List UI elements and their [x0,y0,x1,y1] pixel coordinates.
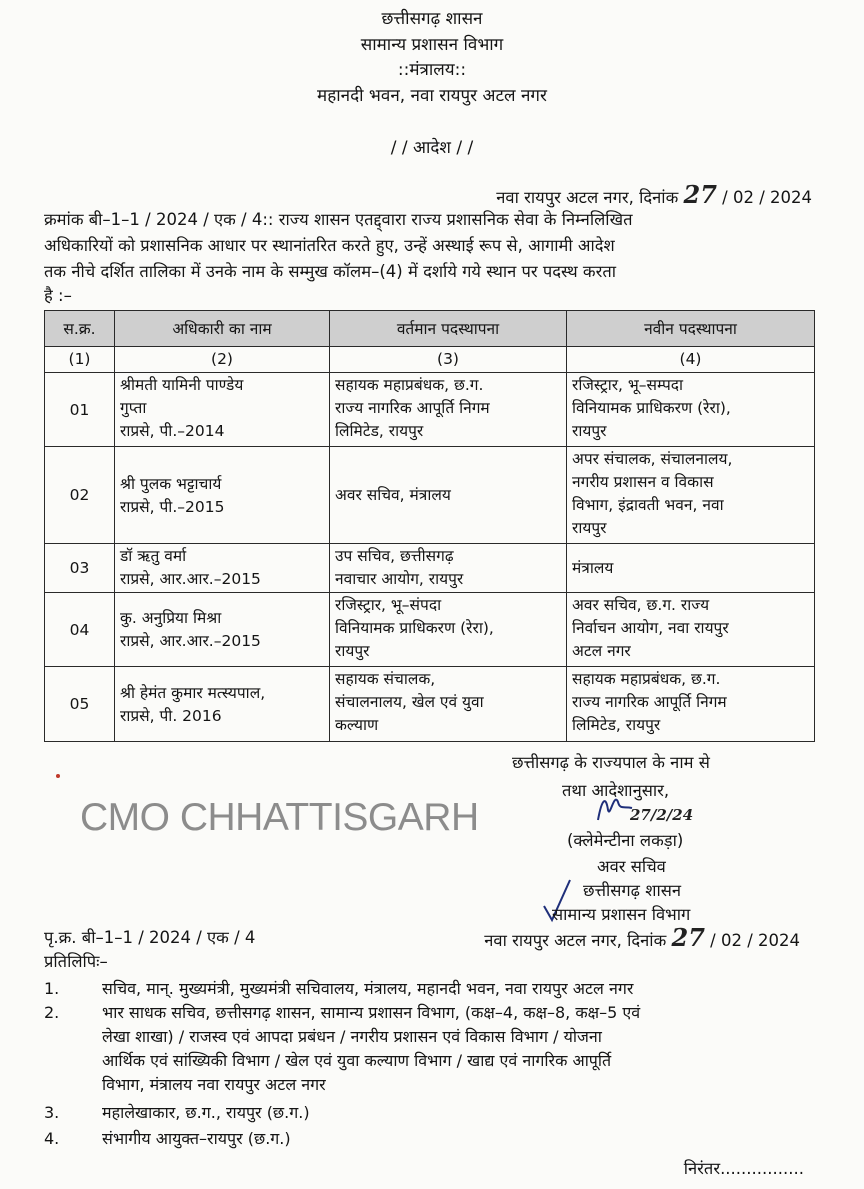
copy-item-number: 4. [44,1129,60,1148]
index-cell: (1) [45,347,115,373]
copy-item-number: 3. [44,1103,60,1122]
cell-line: मंत्रालय [572,559,614,577]
copy-item-number: 2. [44,1003,60,1022]
cell-line: कल्याण [335,716,379,734]
cell-line: रजिस्ट्रार, भू–सम्पदा [572,376,684,394]
signatory-name: (क्लेमेन्टीना लकड़ा) [567,831,684,850]
serial-cell: 02 [45,447,115,544]
date-rest: / 02 / 2024 [722,188,812,207]
column-header-current-posting: वर्तमान पदस्थापना [330,311,567,347]
current-posting-cell [330,544,567,593]
cell-line: रजिस्ट्रार, भू–संपदा [335,596,442,614]
cell-line: राप्रसे, पी.–2015 [120,497,225,516]
endorsement-date [484,923,800,952]
current-posting-cell [330,593,567,667]
officer-name-cell [115,447,330,544]
officer-name-cell [115,544,330,593]
watermark: CMO CHHATTISGARH [80,796,479,839]
cell-line: निर्वाचन आयोग, नवा रायपुर [572,619,729,637]
copy-item-text: महालेखाकार, छ.ग., रायपुर (छ.ग.) [102,1103,310,1122]
column-header-new-posting: नवीन पदस्थापना [567,311,815,347]
cell-line: रायपुर [335,642,370,660]
copy-item-number: 1. [44,979,60,998]
copy-item-text: विभाग, मंत्रालय नवा रायपुर अटल नगर [102,1075,326,1094]
date-prefix: नवा रायपुर अटल नगर, दिनांक [484,931,667,950]
cell-line: डॉ ऋतु वर्मा [120,547,187,565]
copy-item-text: लेखा शाखा) / राजस्व एवं आपदा प्रबंधन / नगरीय प्रशासन एवं विकास विभाग / योजना [102,1027,602,1046]
copy-item [44,1101,814,1125]
transfer-table [44,310,815,742]
cell-line: राज्य नागरिक आपूर्ति निगम [335,399,490,417]
new-posting-cell [567,544,815,593]
column-header-officer-name: अधिकारी का नाम [115,311,330,347]
cell-line: राज्य नागरिक आपूर्ति निगम [572,693,727,711]
cell-line: संचालनालय, खेल एवं युवा [335,693,484,711]
date-day-handwritten: 27 [671,923,705,952]
serial-cell: 05 [45,667,115,742]
header-government: छत्तीसगढ़ शासन [381,9,483,29]
continued-note: निरंतर................ [683,1159,804,1178]
table-row [45,544,815,593]
cell-line: सहायक संचालक, [335,670,436,688]
order-title: / / आदेश / / [390,138,474,158]
copy-heading: प्रतिलिपिः– [44,952,108,971]
date-rest: / 02 / 2024 [710,931,800,950]
officer-name-cell [115,667,330,742]
cell-line: श्री हेमंत कुमार मत्स्यपाल, [120,683,266,702]
new-posting-cell [567,447,815,544]
signature-line-order: तथा आदेशानुसार, [562,781,670,800]
current-posting-cell [330,667,567,742]
current-posting-cell [330,447,567,544]
endorsement-ref: पृ.क्र. बी–1–1 / 2024 / एक / 4 [44,928,256,947]
signatory-org: छत्तीसगढ़ शासन [583,881,682,900]
index-cell: (2) [115,347,330,373]
table-row [45,447,815,544]
header-department: सामान्य प्रशासन विभाग [360,35,504,55]
order-body-line-2: अधिकारियों को प्रशासनिक आधार पर स्थानांतरित करते हुए, उन्हें अस्थाई रूप से, आगामी आदेश [44,236,615,255]
copy-item [44,977,814,1001]
ink-dot [56,774,60,778]
officer-name-cell [115,373,330,447]
copy-item-text: सचिव, मान्. मुख्यमंत्री, मुख्यमंत्री सचिवालय, मंत्रालय, महानदी भवन, नवा रायपुर अटल नगर [102,979,634,998]
cell-line: नगरीय प्रशासन व विकास [572,473,714,491]
cell-line: उप सचिव, छत्तीसगढ़ [335,547,454,565]
cell-line: विनियामक प्राधिकरण (रेरा), [335,619,494,637]
copy-item [44,1127,814,1151]
date-day-handwritten: 27 [683,180,717,209]
table-row [45,667,815,742]
new-posting-cell [567,373,815,447]
new-posting-cell [567,593,815,667]
cell-line: लिमिटेड, रायपुर [572,716,661,734]
new-posting-cell [567,667,815,742]
cell-line: सहायक महाप्रबंधक, छ.ग. [335,376,484,394]
cell-line: विभाग, इंद्रावती भवन, नवा [572,496,724,514]
table-row [45,593,815,667]
cell-line: विनियामक प्राधिकरण (रेरा), [572,399,731,417]
cell-line: राप्रसे, आर.आर.–2015 [120,632,261,650]
cell-line: रायपुर [572,519,607,537]
cell-line: सहायक महाप्रबंधक, छ.ग. [572,670,721,688]
header-ministry: ::मंत्रालय:: [397,60,467,80]
cell-line: अवर सचिव, छ.ग. राज्य [572,596,710,614]
cell-line: रायपुर [572,422,607,440]
table-row [45,373,815,447]
order-body-line-1: क्रमांक बी–1–1 / 2024 / एक / 4:: राज्य शासन एतद्द्वारा राज्य प्रशासनिक सेवा के निम्नलिखित [44,210,633,229]
date-prefix: नवा रायपुर अटल नगर, दिनांक [496,188,679,207]
cell-line: श्री पुलक भट्टाचार्य [120,474,222,493]
cell-line: राप्रसे, पी. 2016 [120,706,222,725]
serial-cell: 01 [45,373,115,447]
order-body-line-4: है :– [44,286,72,305]
cell-line: अटल नगर [572,642,631,660]
serial-cell: 04 [45,593,115,667]
order-date [496,180,812,209]
serial-cell: 03 [45,544,115,593]
copy-item-text: भार साधक सचिव, छत्तीसगढ़ शासन, सामान्य प्रशासन विभाग, (कक्ष–4, कक्ष–8, कक्ष–5 एवं [102,1003,641,1022]
order-body-line-3: तक नीचे दर्शित तालिका में उनके नाम के सम्मुख कॉलम–(4) में दर्शाये गये स्थान पर पदस्थ करता [44,262,617,281]
copy-item-text: आर्थिक एवं सांख्यिकी विभाग / खेल एवं युवा कल्याण विभाग / खाद्य एवं नागरिक आपूर्ति [102,1051,612,1070]
cell-line: राप्रसे, आर.आर.–2015 [120,570,261,588]
index-cell: (4) [567,347,815,373]
cell-line: गुप्ता [120,399,147,417]
copy-item [44,1001,814,1097]
signature-line-governor: छत्तीसगढ़ के राज्यपाल के नाम से [512,753,710,772]
header-address: महानदी भवन, नवा रायपुर अटल नगर [317,86,547,106]
column-header-serial: स.क्र. [45,311,115,347]
signature-date-handwritten: 27/2/24 [630,806,694,824]
cell-line: लिमिटेड, रायपुर [335,422,424,440]
cell-line: श्रीमती यामिनी पाण्डेय [120,376,244,394]
cell-line: राप्रसे, पी.–2014 [120,422,225,440]
current-posting-cell [330,373,567,447]
table-header-row [45,311,815,347]
copy-item-text: संभागीय आयुक्त–रायपुर (छ.ग.) [102,1129,291,1148]
table-index-row [45,347,815,373]
cell-line: अवर सचिव, मंत्रालय [335,486,451,504]
cell-line: कु. अनुप्रिया मिश्रा [120,609,222,627]
cell-line: नवाचार आयोग, रायपुर [335,570,464,588]
cell-line: अपर संचालक, संचालनालय, [572,450,733,468]
signatory-designation: अवर सचिव [597,857,666,876]
index-cell: (3) [330,347,567,373]
signatory-department: सामान्य प्रशासन विभाग [552,905,691,924]
officer-name-cell [115,593,330,667]
